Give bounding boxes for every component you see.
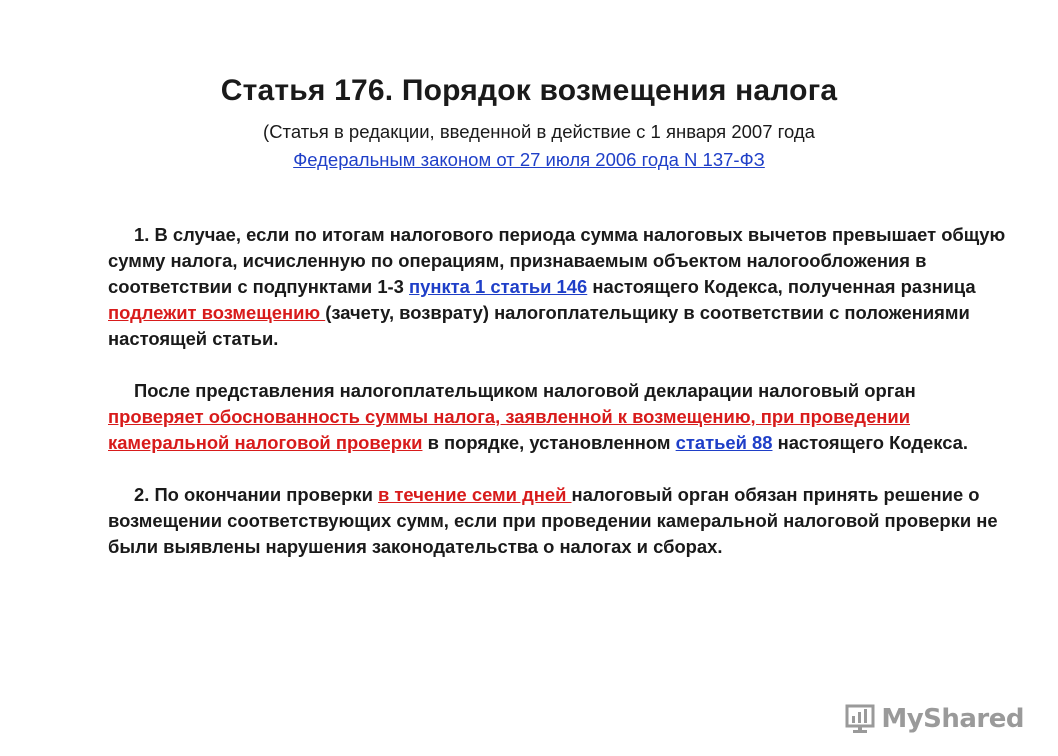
subject-to-refund-link[interactable]: подлежит возмещению bbox=[108, 302, 326, 323]
paragraph-1-text-c: (зачету, возврату) налогоплательщику в соответствии с положениями настоящей статьи. bbox=[108, 302, 970, 349]
watermark-text: MyShared bbox=[881, 704, 1024, 734]
subtitle-text: (Статья в редакции, введенной в действие с 1 января 2007 года bbox=[263, 121, 815, 142]
paragraph-3-text-b: налоговый орган обязан принять решение о возмещении соответствующих сумм, если при проведении камеральной налоговой проверки не были выявлены нарушения законодательства о налогах и сборах. bbox=[108, 484, 998, 557]
subtitle bbox=[0, 118, 1058, 174]
paragraph-2 bbox=[108, 378, 1008, 456]
article-88-link[interactable]: статьей 88 bbox=[675, 432, 773, 453]
page-title: Статья 176. Порядок возмещения налога bbox=[220, 74, 838, 107]
federal-law-link[interactable]: Федеральным законом от 27 июля 2006 года N 137-ФЗ bbox=[293, 149, 765, 170]
paragraph-1 bbox=[108, 222, 1008, 352]
paragraph-1-text-a: 1. В случае, если по итогам налогового периода сумма налоговых вычетов превышает общую сумму налога, исчисленную по операциям, признаваемым объектом налогообложения в соответствии с подпунктами 1-3 bbox=[108, 224, 1006, 297]
paragraph-2-text-a: После представления налогоплательщиком налоговой декларации налоговый орган bbox=[134, 380, 916, 401]
bar-chart-icon bbox=[845, 704, 875, 734]
paragraph-2-text-c: настоящего Кодекса. bbox=[772, 432, 969, 453]
verification-link[interactable]: проверяет обоснованность суммы налога, заявленной к возмещению, при проведении камеральной налоговой проверки bbox=[108, 406, 911, 453]
paragraph-2-text-b: в порядке, установленном bbox=[422, 432, 676, 453]
paragraph-3 bbox=[108, 482, 1008, 560]
subtitle-link-row bbox=[0, 146, 1058, 174]
seven-days-link[interactable]: в течение семи дней bbox=[378, 484, 572, 505]
article-146-link[interactable]: пункта 1 статьи 146 bbox=[409, 276, 588, 297]
paragraph-1-text-b: настоящего Кодекса, полученная разница bbox=[587, 276, 976, 297]
watermark bbox=[845, 704, 1024, 734]
paragraph-3-text-a: 2. По окончании проверки bbox=[134, 484, 378, 505]
article-body bbox=[108, 222, 1008, 560]
